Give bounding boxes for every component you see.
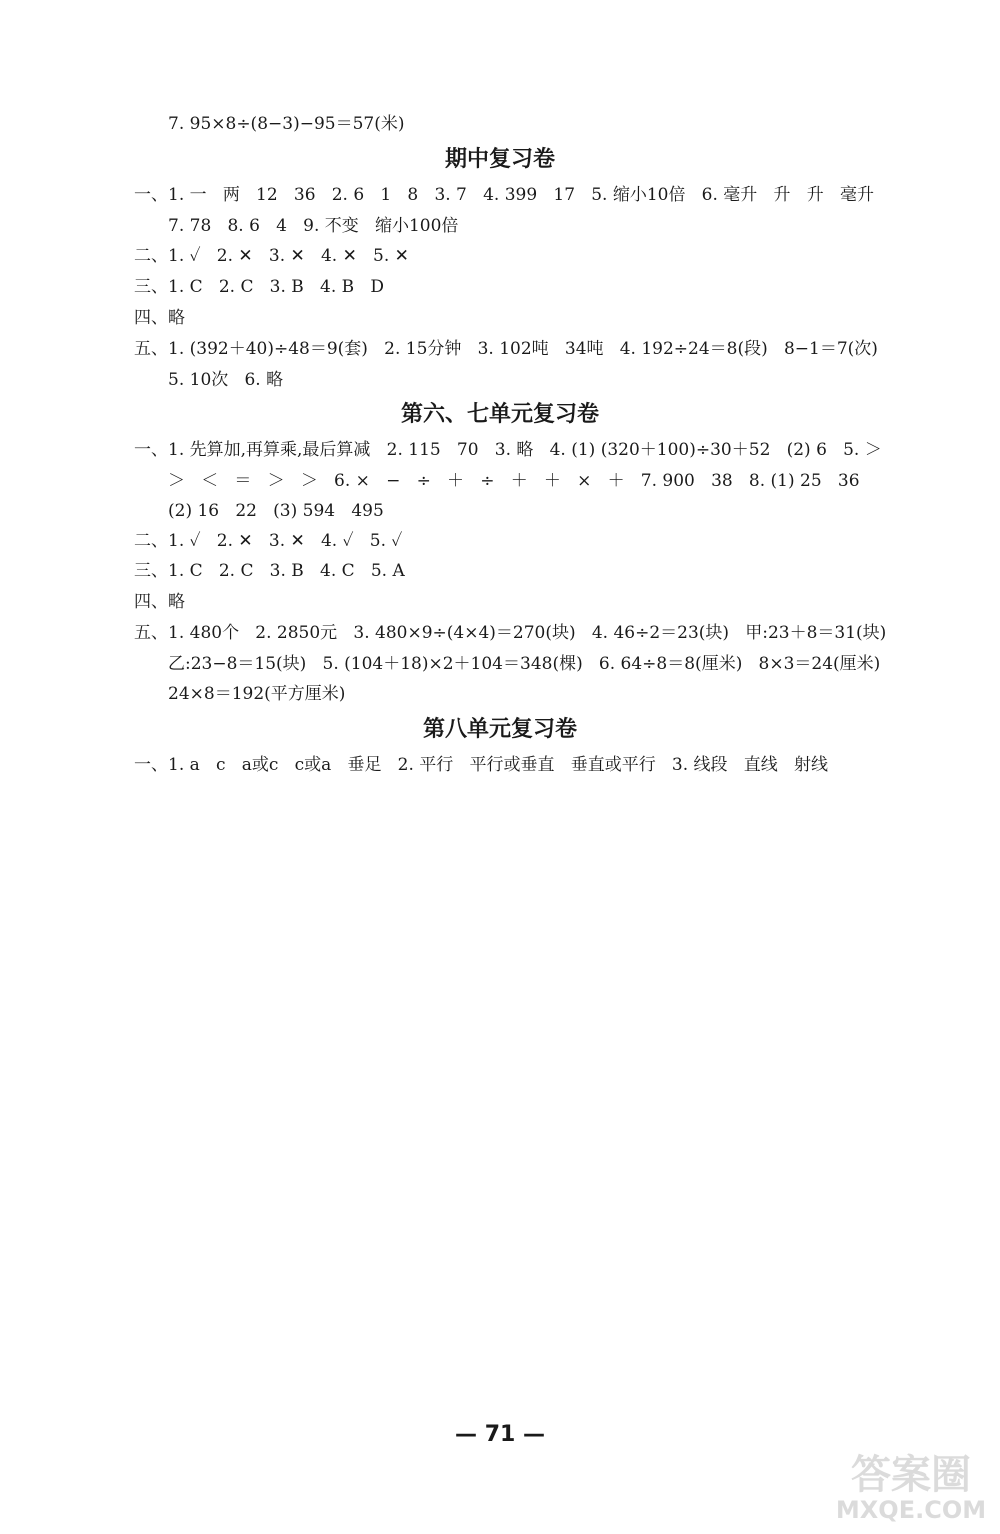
answer-line: 5. 10次 6. 略 [168, 370, 284, 390]
answer-line: ＞ ＜ ＝ ＞ ＞ 6. × − ÷ ＋ ÷ ＋ ＋ × ＋ 7. 900 38 8. (1) 25 36 [168, 471, 860, 491]
answer-line: 24×8＝192(平方厘米) [168, 684, 346, 704]
answer-line: 7. 78 8. 6 4 9. 不变 缩小100倍 [168, 216, 459, 236]
watermark-logo [836, 1438, 986, 1528]
svg-text:答案圈: 答案圈 [851, 1452, 971, 1498]
section-heading: 期中复习卷 [444, 147, 555, 172]
section-heading: 第八单元复习卷 [422, 717, 577, 742]
answer-line: 三、1. C 2. C 3. B 4. C 5. A [134, 561, 405, 581]
answer-line: 四、略 [134, 308, 185, 328]
answer-line: 一、1. 一 两 12 36 2. 6 1 8 3. 7 4. 399 17 5. 缩小10倍 6. 毫升 升 升 毫升 [134, 185, 874, 205]
section-heading: 第六、七单元复习卷 [400, 402, 599, 427]
answer-line: 7. 95×8÷(8−3)−95＝57(米) [168, 114, 405, 134]
svg-text:MXQE.COM: MXQE.COM [836, 1496, 986, 1524]
answer-line: 二、1. ✓ 2. ✕ 3. ✕ 4. ✓ 5. ✓ [134, 531, 403, 551]
answer-line: 一、1. a c a或c c或a 垂足 2. 平行 平行或垂直 垂直或平行 3. 线段 直线 射线 [134, 755, 828, 775]
page-number: — 71 — [455, 1422, 545, 1447]
answer-line: 三、1. C 2. C 3. B 4. B D [134, 277, 384, 297]
answer-line: (2) 16 22 (3) 594 495 [168, 501, 384, 521]
answer-line: 二、1. ✓ 2. ✕ 3. ✕ 4. ✕ 5. ✕ [134, 246, 409, 266]
answer-line: 四、略 [134, 592, 185, 612]
answer-line: 五、1. 480个 2. 2850元 3. 480×9÷(4×4)＝270(块) 4. 46÷2＝23(块) 甲:23＋8＝31(块) [134, 623, 887, 643]
answer-line: 五、1. (392＋40)÷48＝9(套) 2. 15分钟 3. 102吨 34吨 4. 192÷24＝8(段) 8−1＝7(次) [134, 339, 878, 359]
answer-line: 乙:23−8＝15(块) 5. (104＋18)×2＋104＝348(棵) 6. 64÷8＝8(厘米) 8×3＝24(厘米) [168, 654, 881, 674]
answer-line: 一、1. 先算加,再算乘,最后算减 2. 115 70 3. 略 4. (1) (320＋100)÷30＋52 (2) 6 5. ＞ [134, 440, 882, 460]
